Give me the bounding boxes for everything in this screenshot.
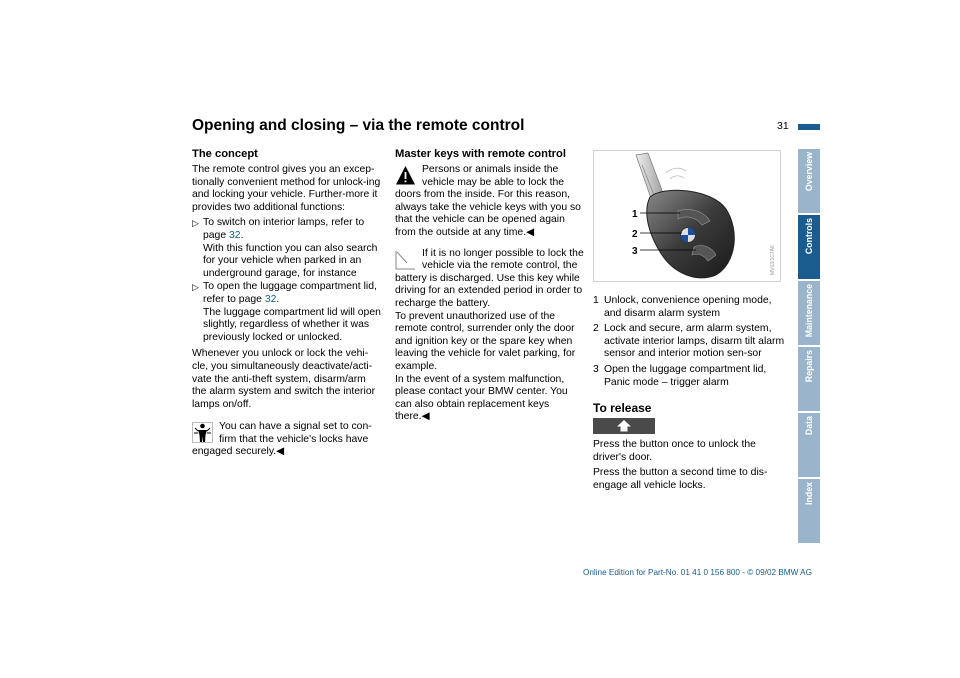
function-list: [593, 295, 785, 389]
unlock-arrow-icon: [593, 418, 655, 434]
info-note: You can have a signal set to con-firm that the vehicle's locks have engaged securely.◀: [192, 421, 372, 458]
list-item: ▷ To switch on interior lamps, refer to page 32. With this function you can also search for your vehicle when parked in an underground garage, for instance: [192, 217, 378, 279]
remote-key-illustration: [593, 150, 781, 282]
release-p1: Press the button once to unlock the driver's door.: [593, 439, 756, 463]
master-keys-heading: Master keys with remote control: [395, 148, 566, 160]
tab-index[interactable]: Index: [798, 479, 820, 543]
concept-intro: The remote control gives you an excep-tionally convenient method for unlock-ing and locking your vehicle. Further-more it provides two additional functions:: [192, 164, 381, 213]
tab-overview[interactable]: Overview: [798, 149, 820, 213]
battery-note: If it is no longer possible to lock the vehicle via the remote control, the battery is discharged. Use this key while driving for an extended period in order to recharge the battery. To prevent unauthorized use of the remote control, surrender only the door and ignition key or the spare key when leaving the vehicle for valet parking, for example. In the event of a system malfunction, please contact your BMW center. You can also obtain replacement keys there.◀: [395, 247, 584, 423]
page-link[interactable]: 32: [229, 229, 241, 241]
tab-data[interactable]: Data: [798, 413, 820, 477]
section-tabs: [798, 149, 820, 545]
callout-3: 3: [632, 246, 638, 257]
release-p2: Press the button a second time to dis-engage all vehicle locks.: [593, 467, 768, 491]
person-icon: [192, 422, 213, 443]
list-item: 2 Lock and secure, arm alarm system, activate interior lamps, disarm tilt alarm sensor and interior motion sen-sor: [593, 323, 785, 360]
footer-edition: Online Edition for Part-No. 01 41 0 156 800 - © 09/02 BMW AG: [582, 568, 812, 577]
note-icon: [395, 249, 416, 270]
concept-heading: The concept: [192, 148, 258, 160]
bullet-marker: ▷: [192, 282, 199, 293]
page-number-bar: [798, 124, 820, 130]
callout-1: 1: [632, 209, 638, 220]
bullet-marker: ▷: [192, 218, 199, 229]
concept-section: [192, 147, 382, 459]
callout-2: 2: [632, 229, 638, 240]
image-code: MV03/1C7A6: [770, 245, 776, 275]
tab-repairs[interactable]: Repairs: [798, 347, 820, 411]
release-heading: To release: [593, 401, 652, 416]
concept-body: Whenever you unlock or lock the vehi-cle, you simultaneously deactivate/acti-vate the anti-theft system, disarm/arm the alarm system and switch the interior lamps on/off.: [192, 348, 376, 410]
tab-maintenance[interactable]: Maintenance: [798, 281, 820, 345]
key-fob-drawing: [594, 151, 780, 281]
list-item: 3 Open the luggage compartment lid, Panic mode – trigger alarm: [593, 363, 767, 388]
page-link[interactable]: 32: [264, 293, 277, 305]
unlock-button-symbol: [593, 418, 655, 434]
page-number: 31: [777, 120, 789, 132]
warning-icon: [395, 165, 416, 186]
functions-section: [593, 150, 785, 496]
master-keys-section: [395, 147, 585, 424]
list-item: ▷ To open the luggage compartment lid, refer to page 32. The luggage compartment lid will open slightly, regardless of whether it was previously locked or unlocked.: [192, 281, 381, 343]
tab-controls[interactable]: Controls: [798, 215, 820, 279]
warning-note: Persons or animals inside the vehicle may be able to lock the doors from the inside. For this reason, always take the vehicle keys with you so that the vehicle can be opened again from the outside at any time.◀: [395, 164, 581, 238]
page-title: Opening and closing – via the remote control: [192, 117, 525, 134]
list-item: 1 Unlock, convenience opening mode, and disarm alarm system: [593, 295, 772, 319]
